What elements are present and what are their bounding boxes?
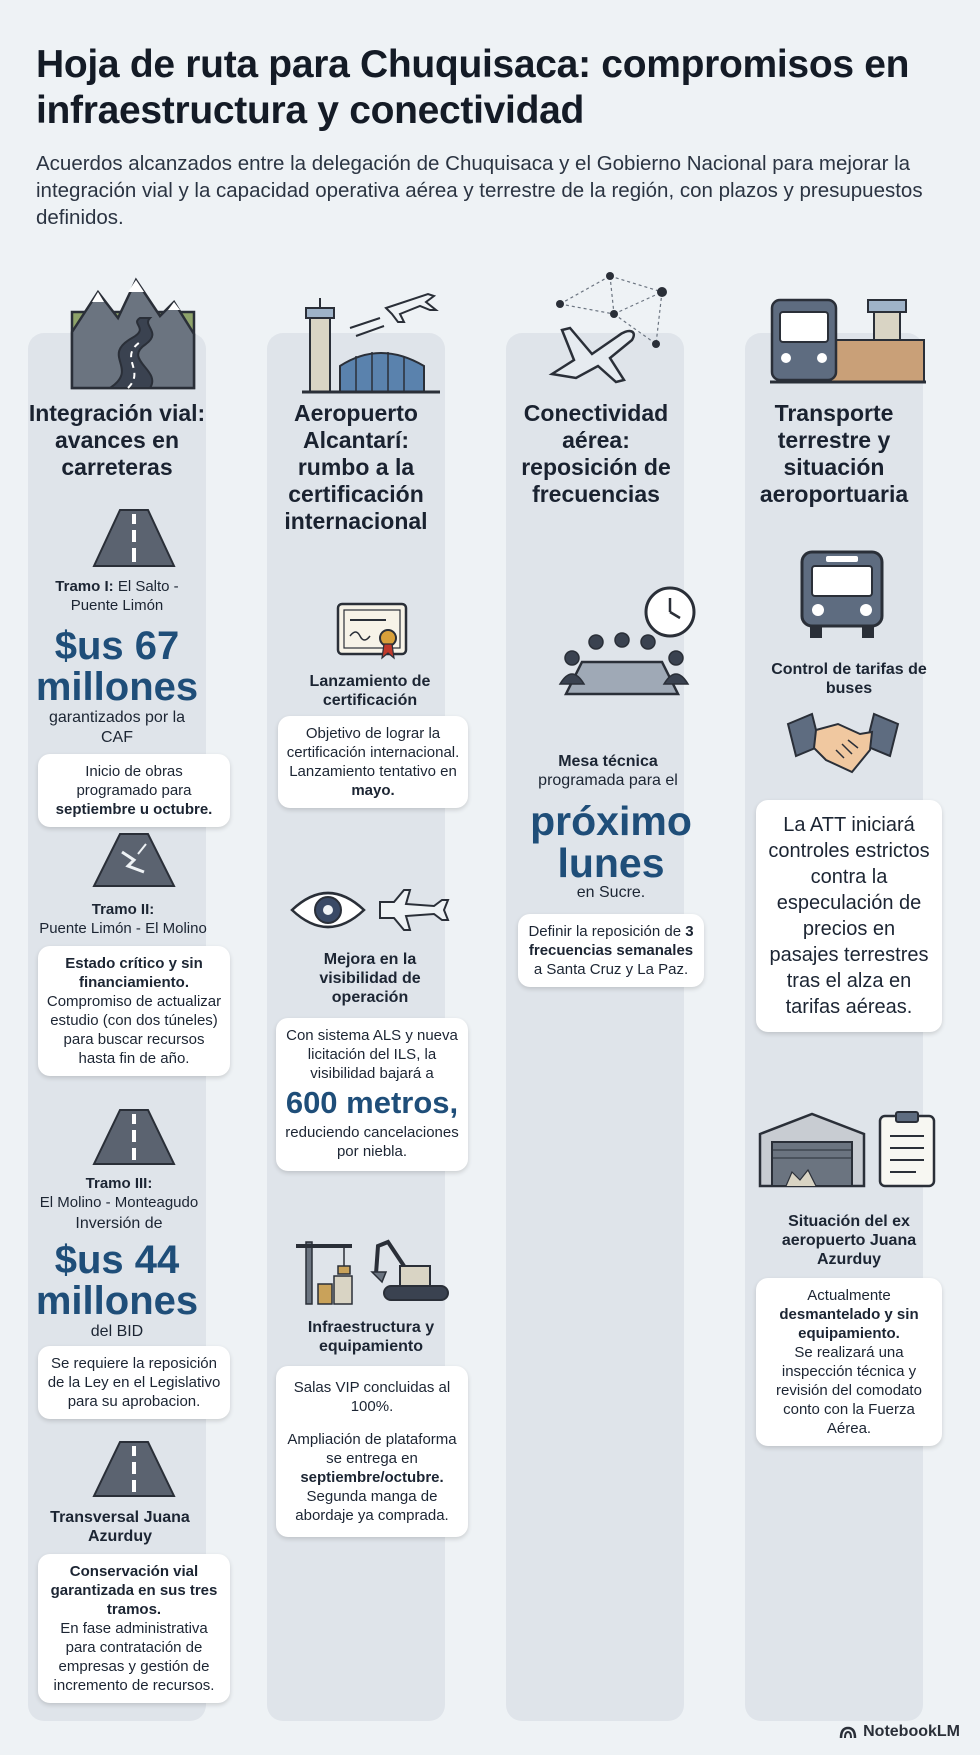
bus-icon: [796, 548, 888, 640]
tramo3-pre: Inversión de: [75, 1215, 163, 1232]
road-icon: [92, 1108, 176, 1166]
mesa-label: Mesa técnica programada para el: [538, 753, 678, 789]
tarifas-label: Control de tarifas de buses: [771, 661, 927, 697]
bus-tower-icon: [770, 290, 926, 388]
ex-aeropuerto-label: Situación del ex aeropuerto Juana Azurduy: [781, 1213, 917, 1268]
ex-aeropuerto-card: Actualmente desmantelado y sin equipamiento. Se realizará una inspección técnica y revisión del comodato conto con la Fuerza Aérea.: [756, 1278, 942, 1446]
mesa-note: en Sucre.: [576, 884, 646, 901]
certificate-icon: [336, 602, 408, 660]
column-title-aeropuerto: Aeropuerto Alcantarí: rumbo a la certificación internacional: [284, 400, 428, 534]
tramo2-card: Estado crítico y sin financiamiento. Compromiso de actualizar estudio (con dos túneles) para buscar recursos hasta fin de año.: [38, 946, 230, 1076]
eye-plane-icon: [288, 882, 452, 938]
network-plane-icon: [544, 270, 676, 386]
column-title-transporte: Transporte terrestre y situación aeroportuaria: [759, 400, 909, 507]
tramo3-amount: $us 44 millones: [35, 1238, 199, 1323]
tramo1-card: Inicio de obras programado para septiembre u octubre.: [38, 754, 230, 827]
brand-label: NotebookLM: [863, 1723, 960, 1740]
road-icon: [92, 508, 176, 568]
tramo3-label: Tramo III: El Molino - Monteagudo: [39, 1175, 199, 1211]
column-conectividad: [506, 333, 684, 1721]
cert-card: Objetivo de lograr la certificación internacional. Lanzamiento tentativo en mayo.: [278, 716, 468, 808]
tramo2-label: Tramo II: Puente Limón - El Molino: [39, 901, 207, 937]
visibilidad-card: Con sistema ALS y nueva licitación del ILS, la visibilidad bajará a 600 metros, reduciendo cancelaciones por niebla.: [276, 1018, 468, 1171]
tramo1-note: garantizados por la CAF: [48, 709, 186, 746]
tramo1-label: Tramo I: El Salto - Puente Limón: [55, 578, 179, 614]
page-title: Hoja de ruta para Chuquisaca: compromisos en infraestructura y conectividad: [36, 43, 910, 132]
header: [36, 42, 956, 231]
mesa-amount: próximo lunes: [530, 798, 692, 886]
mesa-card: Definir la reposición de 3 frecuencias semanales a Santa Cruz y La Paz.: [518, 914, 704, 987]
meeting-icon: [552, 584, 698, 714]
transversal-card: Conservación vial garantizada en sus tres tramos. En fase administrativa para contratación de empresas y gestión de incremento de recursos.: [38, 1554, 230, 1703]
tarifas-card: La ATT iniciará controles estrictos contra la especulación de precios en pasajes terrestres tras el alza en tarifas aéreas.: [756, 800, 942, 1032]
tramo3-card: Se requiere la reposición de la Ley en el Legislativo para su aprobacion.: [38, 1346, 230, 1419]
tramo1-amount: $us 67 millones: [35, 624, 199, 709]
infra-label: Infraestructura y equipamiento: [307, 1319, 435, 1355]
hangar-clipboard-icon: [756, 1110, 940, 1190]
airport-icon: [300, 284, 442, 394]
notebooklm-logo-icon: [839, 1725, 857, 1739]
tramo3-note: del BID: [90, 1323, 144, 1340]
column-title-vial: Integración vial: avances en carreteras: [28, 400, 206, 480]
visibilidad-amount: 600 metros,: [285, 1085, 459, 1120]
construction-icon: [292, 1236, 454, 1308]
transversal-label: Transversal Juana Azurduy: [50, 1509, 190, 1545]
page-subtitle: Acuerdos alcanzados entre la delegación de Chuquisaca y el Gobierno Nacional para mejorar la integración vial y la capacidad operativa aérea y terrestre de la región, con plazos y presupuestos definidos.: [36, 152, 923, 229]
mountain-road-icon: [70, 272, 196, 390]
visibilidad-label: Mejora en la visibilidad de operación: [319, 951, 421, 1006]
brand-notebooklm: [839, 1723, 960, 1741]
cert-label: Lanzamiento de certificación: [309, 673, 431, 709]
damaged-road-icon: [92, 832, 176, 888]
column-title-conectividad: Conectividad aérea: reposición de frecuencias: [521, 400, 671, 507]
handshake-icon: [786, 710, 900, 782]
infra-card: Salas VIP concluidas al 100%. Ampliación de plataforma se entrega en septiembre/octubre. Segunda manga de abordaje ya comprada.: [276, 1366, 468, 1537]
road-icon: [92, 1440, 176, 1498]
